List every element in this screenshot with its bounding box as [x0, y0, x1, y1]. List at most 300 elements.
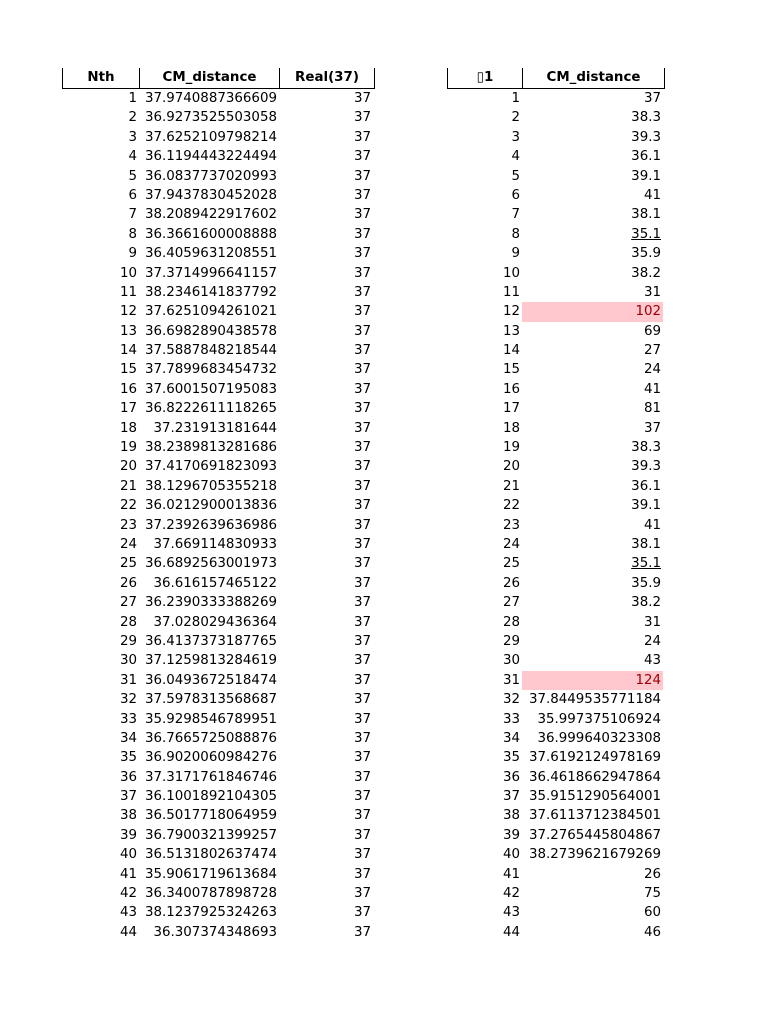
cm-distance-cell[interactable]: 35.9298546789951	[144, 711, 277, 727]
table-row	[447, 302, 665, 321]
header-index[interactable]: ▯1	[448, 68, 523, 88]
cm-distance-cell[interactable]: 36.0493672518474	[144, 672, 277, 688]
real-cell[interactable]: 37	[353, 730, 371, 746]
table-row	[62, 535, 375, 554]
cm-distance-cell[interactable]	[522, 787, 663, 806]
index-cell[interactable]: 26	[502, 575, 520, 591]
cm-distance-cell[interactable]	[522, 613, 663, 632]
real-cell[interactable]: 37	[353, 711, 371, 727]
index-cell[interactable]: 28	[502, 614, 520, 630]
right-table-header	[447, 68, 665, 89]
table-row	[447, 438, 665, 457]
cm-distance-cell[interactable]: 36.0837737020993	[144, 168, 277, 184]
cm-distance-cell[interactable]	[522, 128, 663, 147]
cm-distance-cell[interactable]: 36.7900321399257	[144, 827, 277, 843]
cm-distance-cell[interactable]: 36.9020060984276	[144, 750, 277, 766]
nth-cell[interactable]: 10	[119, 265, 137, 281]
index-cell[interactable]: 16	[502, 381, 520, 397]
cm-distance-cell[interactable]	[522, 748, 663, 767]
table-row	[62, 399, 375, 418]
index-cell[interactable]: 21	[502, 478, 520, 494]
index-cell[interactable]: 38	[502, 808, 520, 824]
real-cell[interactable]: 37	[353, 924, 371, 940]
nth-cell[interactable]: 42	[119, 886, 137, 902]
real-cell[interactable]: 37	[353, 556, 371, 572]
real-cell[interactable]: 37	[353, 323, 371, 339]
nth-cell[interactable]: 16	[119, 381, 137, 397]
nth-cell[interactable]: 27	[119, 595, 137, 611]
cm-distance-cell[interactable]: 35.9061719613684	[144, 866, 277, 882]
table-row	[62, 496, 375, 515]
cm-distance-cell[interactable]: 37.6001507195083	[144, 381, 277, 397]
real-cell[interactable]: 37	[353, 750, 371, 766]
cm-distance-cell[interactable]: 37.3171761846746	[144, 769, 277, 785]
nth-cell[interactable]: 35	[119, 750, 137, 766]
table-row	[447, 923, 665, 942]
index-cell[interactable]: 24	[502, 536, 520, 552]
nth-cell[interactable]: 4	[128, 149, 137, 165]
cell-value: 37.6192124978169	[528, 750, 661, 766]
nth-cell[interactable]: 9	[128, 246, 137, 262]
real-cell[interactable]: 37	[353, 168, 371, 184]
nth-cell[interactable]: 40	[119, 847, 137, 863]
cell-value: 38.1	[631, 536, 661, 552]
index-cell[interactable]: 11	[502, 284, 520, 300]
real-cell[interactable]: 37	[353, 595, 371, 611]
index-cell[interactable]: 10	[502, 265, 520, 281]
real-cell[interactable]: 37	[353, 304, 371, 320]
cell-value: 124	[635, 672, 661, 688]
cm-distance-cell[interactable]	[522, 264, 663, 283]
real-cell[interactable]: 37	[353, 478, 371, 494]
real-cell[interactable]: 37	[353, 343, 371, 359]
table-row	[447, 613, 665, 632]
nth-cell[interactable]: 38	[119, 808, 137, 824]
cell-value: 37	[643, 91, 661, 106]
cm-distance-cell[interactable]: 37.028029436364	[153, 614, 277, 630]
cell-value: 37	[643, 420, 661, 436]
table-row	[447, 632, 665, 651]
real-cell[interactable]: 37	[353, 866, 371, 882]
cm-distance-cell[interactable]	[522, 574, 663, 593]
cm-distance-cell[interactable]: 37.5978313568687	[144, 692, 277, 708]
cm-distance-cell[interactable]: 37.9437830452028	[144, 187, 277, 203]
real-cell[interactable]: 37	[353, 129, 371, 145]
table-row	[447, 671, 665, 690]
cm-distance-cell[interactable]: 37.2392639636986	[144, 517, 277, 533]
cm-distance-cell[interactable]	[522, 380, 663, 399]
cm-distance-cell[interactable]: 37.4170691823093	[144, 459, 277, 475]
cm-distance-cell[interactable]	[522, 283, 663, 302]
real-cell[interactable]: 37	[353, 226, 371, 242]
table-row	[447, 264, 665, 283]
cell-value: 26	[643, 866, 661, 882]
cm-distance-cell[interactable]: 36.5017718064959	[144, 808, 277, 824]
cm-distance-cell[interactable]	[522, 205, 663, 224]
nth-cell[interactable]: 13	[119, 323, 137, 339]
nth-cell[interactable]: 19	[119, 440, 137, 456]
cm-distance-cell[interactable]: 36.1194443224494	[144, 149, 277, 165]
cm-distance-cell[interactable]: 38.1237925324263	[144, 905, 277, 921]
nth-cell[interactable]: 33	[119, 711, 137, 727]
header-nth[interactable]: Nth	[63, 68, 140, 88]
nth-cell[interactable]: 2	[128, 110, 137, 126]
index-cell[interactable]: 2	[511, 110, 520, 126]
real-cell[interactable]: 37	[353, 886, 371, 902]
index-cell[interactable]: 1	[511, 91, 520, 106]
cm-distance-cell[interactable]	[522, 806, 663, 825]
index-cell[interactable]: 35	[502, 750, 520, 766]
cm-distance-cell[interactable]: 38.2089422917602	[144, 207, 277, 223]
index-cell[interactable]: 25	[502, 556, 520, 572]
real-cell[interactable]: 37	[353, 459, 371, 475]
nth-cell[interactable]: 26	[119, 575, 137, 591]
cm-distance-cell[interactable]: 36.8222611118265	[144, 401, 277, 417]
index-cell[interactable]: 23	[502, 517, 520, 533]
index-cell[interactable]: 9	[511, 246, 520, 262]
cm-distance-cell[interactable]: 38.2389813281686	[144, 440, 277, 456]
cm-distance-cell[interactable]: 37.6252109798214	[144, 129, 277, 145]
index-cell[interactable]: 22	[502, 498, 520, 514]
cm-distance-cell[interactable]: 36.5131802637474	[144, 847, 277, 863]
cm-distance-cell[interactable]	[522, 186, 663, 205]
cm-distance-cell[interactable]: 36.3400787898728	[144, 886, 277, 902]
nth-cell[interactable]: 14	[119, 343, 137, 359]
nth-cell[interactable]: 22	[119, 498, 137, 514]
cm-distance-cell[interactable]: 36.1001892104305	[144, 789, 277, 805]
table-row	[62, 923, 375, 942]
index-cell[interactable]: 5	[511, 168, 520, 184]
index-cell[interactable]: 3	[511, 129, 520, 145]
index-cell[interactable]: 18	[502, 420, 520, 436]
nth-cell[interactable]: 17	[119, 401, 137, 417]
table-row	[62, 671, 375, 690]
cm-distance-cell[interactable]	[522, 729, 663, 748]
table-row	[62, 787, 375, 806]
table-row	[447, 554, 665, 573]
cm-distance-cell[interactable]: 37.3714996641157	[144, 265, 277, 281]
cell-value: 38.2	[631, 595, 661, 611]
real-cell[interactable]: 37	[353, 905, 371, 921]
real-cell[interactable]: 37	[353, 633, 371, 649]
cm-distance-cell[interactable]: 37.9740887366609	[144, 91, 277, 106]
table-row	[447, 845, 665, 864]
highlighted-cm-distance-cell[interactable]	[522, 302, 663, 321]
index-cell[interactable]: 30	[502, 653, 520, 669]
real-cell[interactable]: 37	[353, 246, 371, 262]
cm-distance-cell[interactable]: 38.1296705355218	[144, 478, 277, 494]
cm-distance-cell[interactable]	[522, 89, 663, 108]
index-cell[interactable]: 17	[502, 401, 520, 417]
real-cell[interactable]: 37	[353, 672, 371, 688]
table-row	[62, 457, 375, 476]
cell-value: 31	[643, 614, 661, 630]
cm-distance-cell[interactable]: 36.4059631208551	[144, 246, 277, 262]
nth-cell[interactable]: 29	[119, 633, 137, 649]
nth-cell[interactable]: 21	[119, 478, 137, 494]
cm-distance-cell[interactable]	[522, 147, 663, 166]
table-row	[62, 244, 375, 263]
table-row	[62, 302, 375, 321]
real-cell[interactable]: 37	[353, 692, 371, 708]
cm-distance-cell[interactable]	[522, 826, 663, 845]
real-cell[interactable]: 37	[353, 207, 371, 223]
cm-distance-cell[interactable]	[522, 593, 663, 612]
real-cell[interactable]: 37	[353, 653, 371, 669]
cm-distance-cell[interactable]: 36.616157465122	[153, 575, 277, 591]
table-row	[62, 128, 375, 147]
cm-distance-cell[interactable]	[522, 884, 663, 903]
nth-cell[interactable]: 3	[128, 129, 137, 145]
table-row	[447, 806, 665, 825]
nth-cell[interactable]: 41	[119, 866, 137, 882]
nth-cell[interactable]: 24	[119, 536, 137, 552]
cm-distance-cell[interactable]	[522, 710, 663, 729]
cell-value: 38.3	[631, 440, 661, 456]
cm-distance-cell[interactable]	[522, 923, 663, 942]
table-row	[62, 554, 375, 573]
cm-distance-cell[interactable]	[522, 496, 663, 515]
table-row	[62, 574, 375, 593]
table-row	[447, 651, 665, 670]
real-cell[interactable]: 37	[353, 381, 371, 397]
table-row	[62, 826, 375, 845]
index-cell[interactable]: 6	[511, 187, 520, 203]
header-cm-distance[interactable]: CM_distance	[546, 70, 641, 85]
cell-value: 41	[643, 187, 661, 203]
table-row	[62, 632, 375, 651]
cm-distance-cell[interactable]	[522, 768, 663, 787]
real-cell[interactable]: 37	[353, 614, 371, 630]
nth-cell[interactable]: 28	[119, 614, 137, 630]
nth-cell[interactable]: 23	[119, 517, 137, 533]
index-cell[interactable]: 14	[502, 343, 520, 359]
table-row	[62, 205, 375, 224]
nth-cell[interactable]: 25	[119, 556, 137, 572]
index-cell[interactable]: 12	[502, 304, 520, 320]
cm-distance-cell[interactable]: 36.2390333388269	[144, 595, 277, 611]
nth-cell[interactable]: 8	[128, 226, 137, 242]
table-row	[62, 167, 375, 186]
table-row	[62, 845, 375, 864]
cm-distance-cell[interactable]	[522, 554, 663, 573]
cm-distance-cell[interactable]: 36.7665725088876	[144, 730, 277, 746]
table-row	[62, 380, 375, 399]
nth-cell[interactable]: 20	[119, 459, 137, 475]
index-cell[interactable]: 7	[511, 207, 520, 223]
cm-distance-cell[interactable]	[522, 477, 663, 496]
table-row	[62, 903, 375, 922]
cm-distance-cell[interactable]	[522, 419, 663, 438]
index-cell[interactable]: 29	[502, 633, 520, 649]
table-row	[447, 186, 665, 205]
table-row	[447, 89, 665, 108]
cell-value: 35.1	[631, 226, 661, 242]
nth-cell[interactable]: 1	[128, 91, 137, 106]
cm-distance-cell[interactable]	[522, 535, 663, 554]
cm-distance-cell[interactable]: 37.231913181644	[153, 420, 277, 436]
cell-value: 36.1	[631, 149, 661, 165]
index-cell[interactable]: 41	[502, 866, 520, 882]
cell-value: 35.997375106924	[537, 711, 661, 727]
real-cell[interactable]: 37	[353, 498, 371, 514]
nth-cell[interactable]: 34	[119, 730, 137, 746]
nth-cell[interactable]: 11	[119, 284, 137, 300]
real-cell[interactable]: 37	[353, 401, 371, 417]
nth-cell[interactable]: 15	[119, 362, 137, 378]
nth-cell[interactable]: 43	[119, 905, 137, 921]
index-cell[interactable]: 33	[502, 711, 520, 727]
real-cell[interactable]: 37	[353, 517, 371, 533]
nth-cell[interactable]: 32	[119, 692, 137, 708]
index-cell[interactable]: 36	[502, 769, 520, 785]
cell-value: 39.3	[631, 129, 661, 145]
cm-distance-cell[interactable]: 37.6251094261021	[144, 304, 277, 320]
header-cm-distance[interactable]: CM_distance	[140, 68, 280, 88]
cm-distance-cell[interactable]	[522, 865, 663, 884]
cm-distance-cell[interactable]	[522, 690, 663, 709]
table-row	[62, 419, 375, 438]
cm-distance-cell[interactable]	[522, 516, 663, 535]
index-cell[interactable]: 20	[502, 459, 520, 475]
cm-distance-cell[interactable]	[522, 457, 663, 476]
right-table	[447, 68, 665, 942]
nth-cell[interactable]: 7	[128, 207, 137, 223]
index-cell[interactable]: 31	[502, 672, 520, 688]
cell-value: 75	[643, 886, 661, 902]
cm-distance-cell[interactable]: 36.4137373187765	[144, 633, 277, 649]
nth-cell[interactable]: 18	[119, 420, 137, 436]
cm-distance-cell[interactable]	[522, 438, 663, 457]
table-row	[447, 341, 665, 360]
cm-distance-cell[interactable]: 37.5887848218544	[144, 343, 277, 359]
table-row	[62, 516, 375, 535]
table-row	[62, 147, 375, 166]
cell-value: 38.2	[631, 265, 661, 281]
nth-cell[interactable]: 36	[119, 769, 137, 785]
cm-distance-cell[interactable]	[522, 632, 663, 651]
index-cell[interactable]: 37	[502, 789, 520, 805]
cm-distance-cell[interactable]: 36.3661600008888	[144, 226, 277, 242]
cell-value: 35.9	[631, 575, 661, 591]
cm-distance-cell[interactable]: 36.6892563001973	[144, 556, 277, 572]
nth-cell[interactable]: 31	[119, 672, 137, 688]
nth-cell[interactable]: 5	[128, 168, 137, 184]
table-row	[447, 826, 665, 845]
real-cell[interactable]: 37	[353, 110, 371, 126]
cm-distance-cell[interactable]: 36.9273525503058	[144, 110, 277, 126]
real-cell[interactable]: 37	[353, 362, 371, 378]
table-row	[447, 399, 665, 418]
table-row	[447, 593, 665, 612]
cm-distance-cell[interactable]	[522, 903, 663, 922]
real-cell[interactable]: 37	[353, 536, 371, 552]
real-cell[interactable]: 37	[353, 420, 371, 436]
real-cell[interactable]: 37	[353, 827, 371, 843]
cm-distance-cell[interactable]	[522, 322, 663, 341]
real-cell[interactable]: 37	[353, 847, 371, 863]
index-cell[interactable]: 43	[502, 905, 520, 921]
real-cell[interactable]: 37	[353, 440, 371, 456]
cm-distance-cell[interactable]	[522, 244, 663, 263]
cm-distance-cell[interactable]	[522, 225, 663, 244]
real-cell[interactable]: 37	[353, 91, 371, 106]
highlighted-cm-distance-cell[interactable]	[522, 671, 663, 690]
index-cell[interactable]: 40	[502, 847, 520, 863]
real-cell[interactable]: 37	[353, 808, 371, 824]
real-cell[interactable]: 37	[353, 187, 371, 203]
cm-distance-cell[interactable]	[522, 341, 663, 360]
cm-distance-cell[interactable]	[522, 167, 663, 186]
nth-cell[interactable]: 39	[119, 827, 137, 843]
cell-value: 35.9151290564001	[528, 789, 661, 805]
cm-distance-cell[interactable]: 37.1259813284619	[144, 653, 277, 669]
header-real[interactable]: Real(37)	[295, 70, 359, 85]
left-table	[62, 68, 375, 942]
real-cell[interactable]: 37	[353, 789, 371, 805]
cm-distance-cell[interactable]	[522, 845, 663, 864]
cm-distance-cell[interactable]: 36.307374348693	[153, 924, 277, 940]
cell-value: 46	[643, 924, 661, 940]
cm-distance-cell[interactable]	[522, 360, 663, 379]
nth-cell[interactable]: 12	[119, 304, 137, 320]
cm-distance-cell[interactable]	[522, 651, 663, 670]
right-table-body	[447, 89, 665, 942]
cm-distance-cell[interactable]: 37.7899683454732	[144, 362, 277, 378]
table-row	[62, 322, 375, 341]
index-cell[interactable]: 27	[502, 595, 520, 611]
index-cell[interactable]: 32	[502, 692, 520, 708]
nth-cell[interactable]: 6	[128, 187, 137, 203]
cm-distance-cell[interactable]	[522, 399, 663, 418]
index-cell[interactable]: 42	[502, 886, 520, 902]
index-cell[interactable]: 34	[502, 730, 520, 746]
nth-cell[interactable]: 30	[119, 653, 137, 669]
real-cell[interactable]: 37	[353, 265, 371, 281]
table-row	[447, 516, 665, 535]
table-row	[447, 419, 665, 438]
nth-cell[interactable]: 37	[119, 789, 137, 805]
table-row	[62, 264, 375, 283]
real-cell[interactable]: 37	[353, 769, 371, 785]
index-cell[interactable]: 4	[511, 149, 520, 165]
index-cell[interactable]: 13	[502, 323, 520, 339]
cell-value: 36.1	[631, 478, 661, 494]
nth-cell[interactable]: 44	[119, 924, 137, 940]
cell-value: 37.6113712384501	[528, 808, 661, 824]
table-row	[447, 457, 665, 476]
real-cell[interactable]: 37	[353, 149, 371, 165]
cm-distance-cell[interactable]: 38.2346141837792	[144, 284, 277, 300]
cm-distance-cell[interactable]: 36.0212900013836	[144, 498, 277, 514]
table-row	[62, 341, 375, 360]
real-cell[interactable]: 37	[353, 575, 371, 591]
cell-value: 35.9	[631, 246, 661, 262]
cm-distance-cell[interactable]: 37.669114830933	[153, 536, 277, 552]
index-cell[interactable]: 39	[502, 827, 520, 843]
index-cell[interactable]: 8	[511, 226, 520, 242]
cm-distance-cell[interactable]	[522, 108, 663, 127]
cell-value: 36.999640323308	[537, 730, 661, 746]
index-cell[interactable]: 19	[502, 440, 520, 456]
index-cell[interactable]: 44	[502, 924, 520, 940]
table-row	[62, 865, 375, 884]
real-cell[interactable]: 37	[353, 284, 371, 300]
index-cell[interactable]: 15	[502, 362, 520, 378]
table-row	[62, 748, 375, 767]
table-row	[447, 167, 665, 186]
cm-distance-cell[interactable]: 36.6982890438578	[144, 323, 277, 339]
